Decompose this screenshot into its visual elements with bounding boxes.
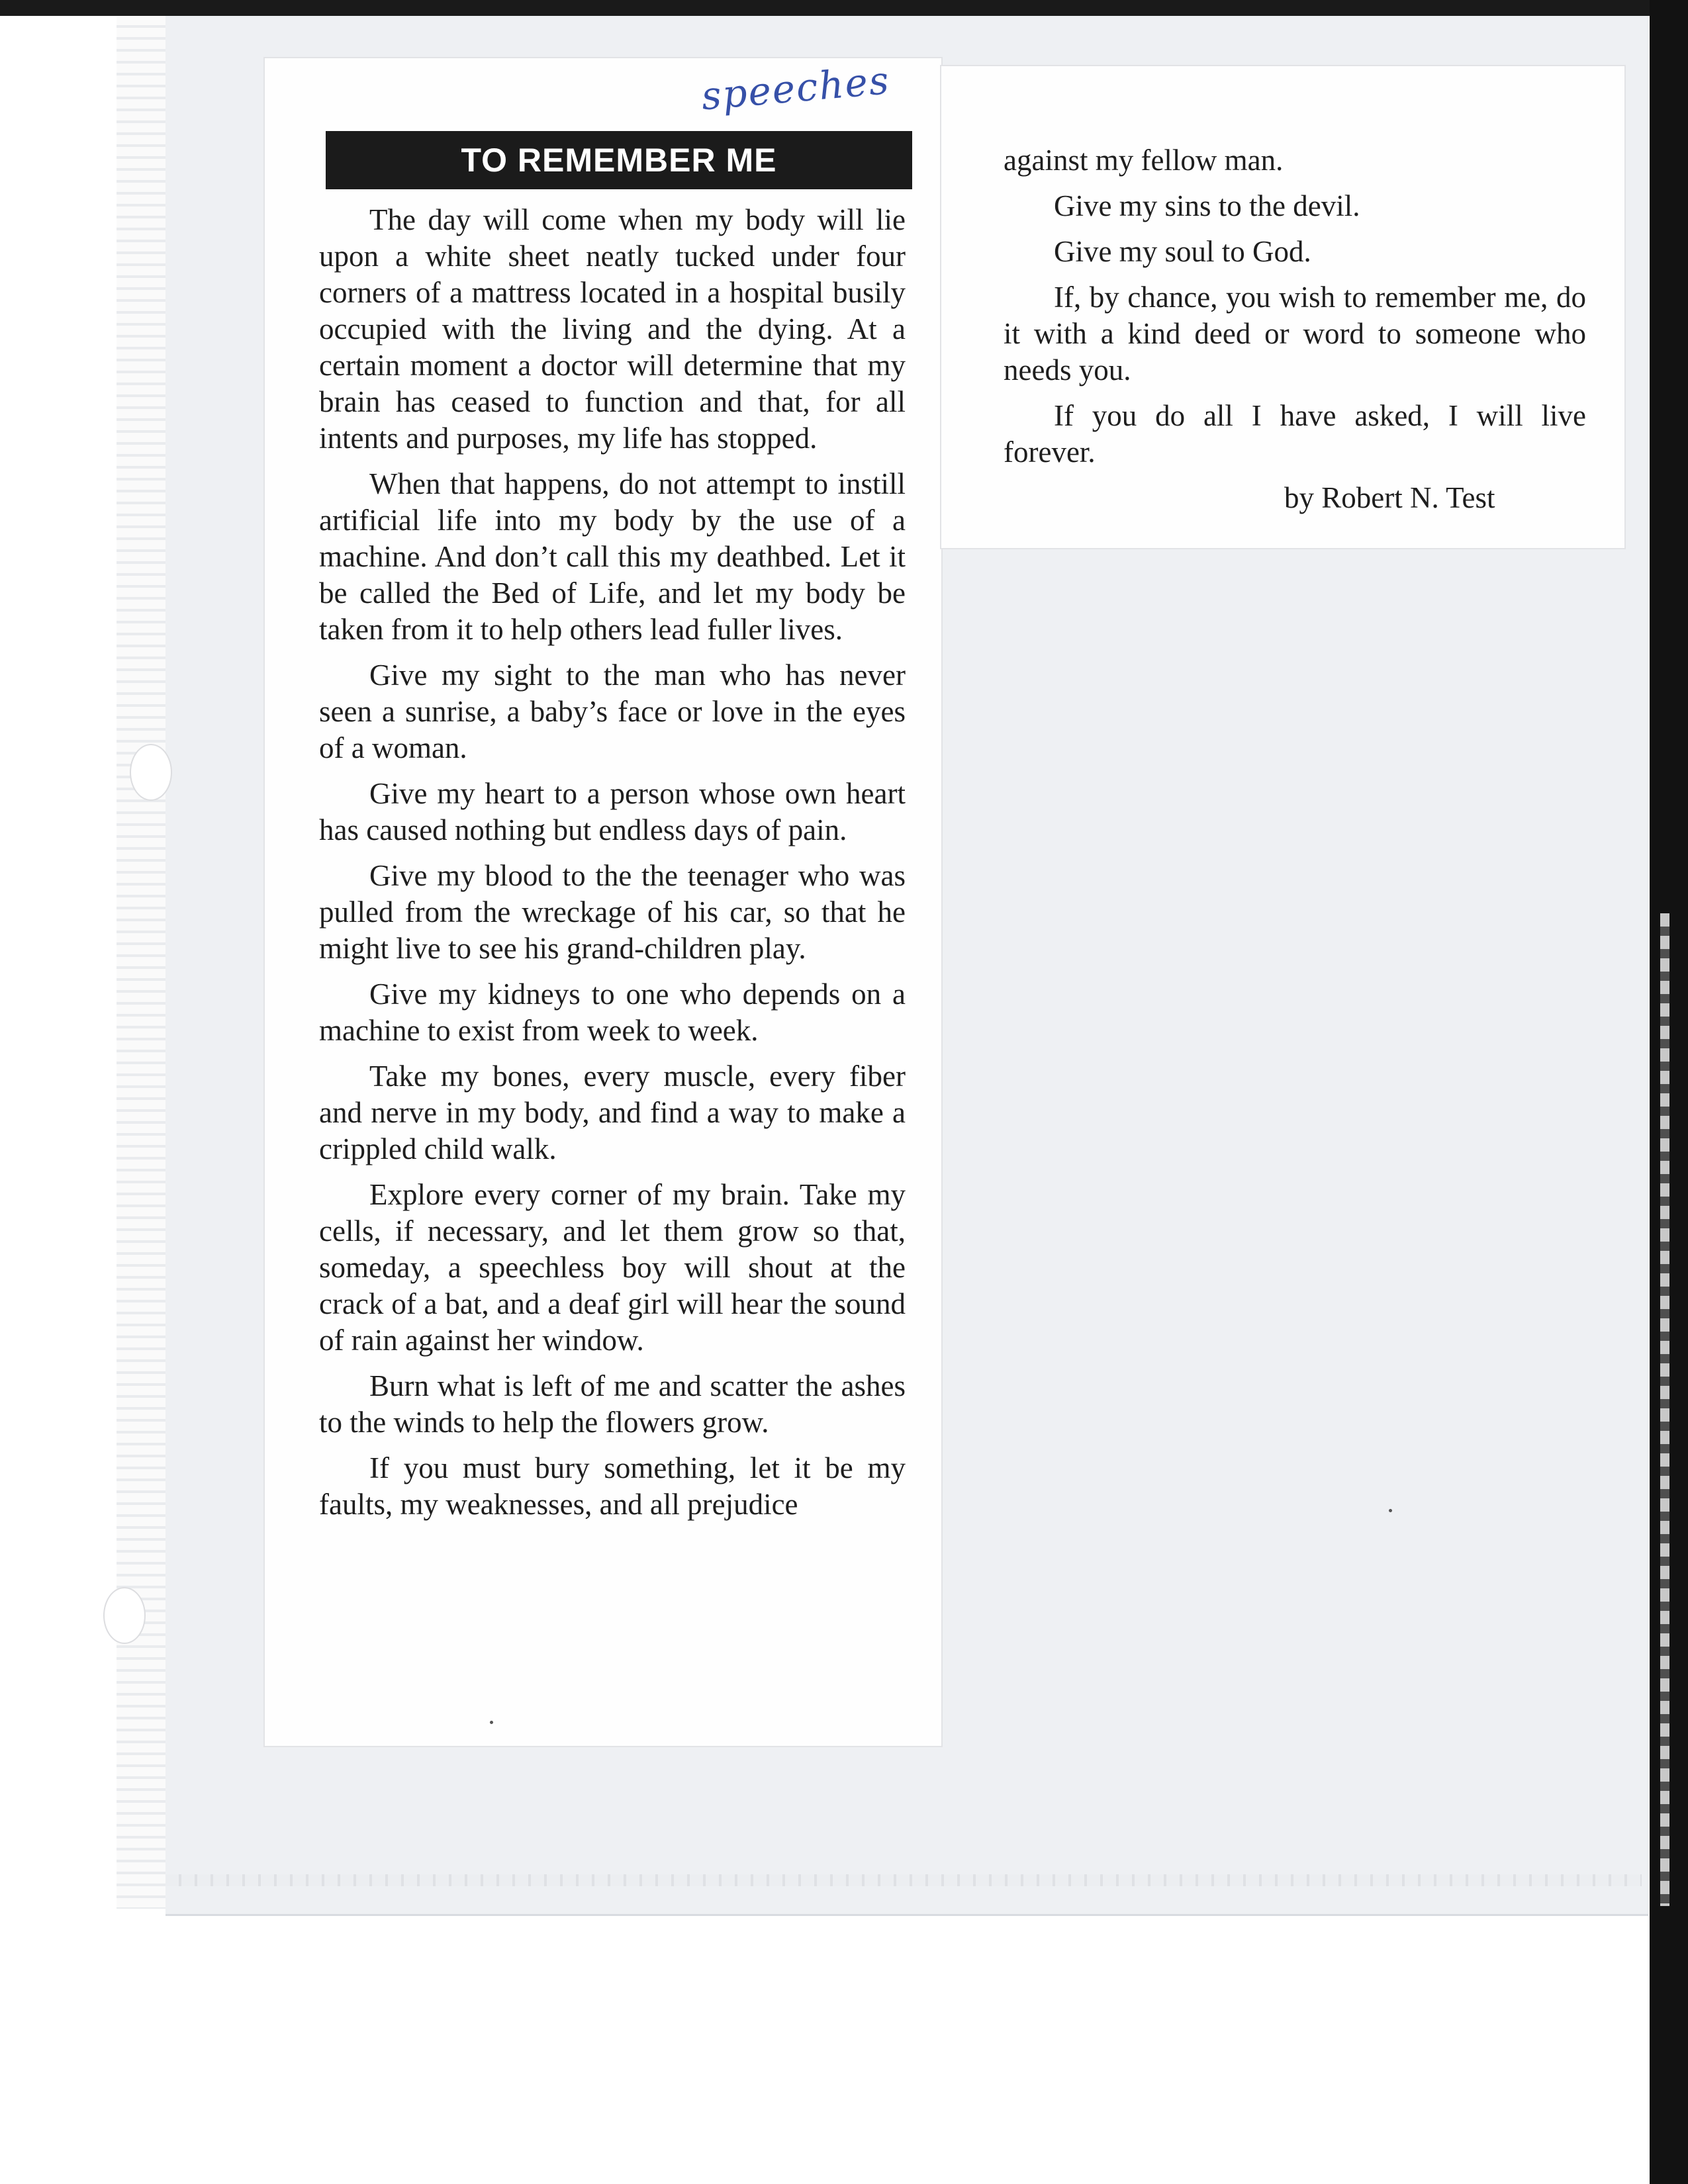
article-paragraph: Give my kidneys to one who depends on a machine to exist from week to week. [319,978,906,1047]
article-body-right [1004,142,1586,480]
dust-speck [490,1721,493,1724]
article-paragraph: If, by chance, you wish to remember me, do it with a kind deed or word to someone who needs you. [1004,281,1586,387]
article-paragraph: Give my heart to a person whose own heart has caused nothing but endless days of pain. [319,777,906,846]
article-paragraph: Give my soul to God. [1054,235,1311,268]
article-body-left [319,202,906,1532]
punch-hole-bottom [103,1587,146,1644]
dust-speck [1389,1509,1392,1512]
article-title: TO REMEMBER ME [326,131,912,189]
article-paragraph: Give my blood to the the teenager who was pulled from the wreckage of his car, so that he might live to see his grand-children play. [319,859,906,965]
article-paragraph: The day will come when my body will lie upon a white sheet neatly tucked under four corners of a mattress located in a hospital busily occupied with the living and the dying. At a certain moment a doctor will determine that my brain has ceased to function and that, for all intents and purposes, my life has stopped. [319,203,906,455]
punch-hole-top [130,744,172,801]
scanner-top-edge [0,0,1688,16]
article-paragraph: Give my sins to the devil. [1054,189,1360,222]
article-paragraph: Explore every corner of my brain. Take my cells, if necessary, and let them grow so that, someday, a speechless boy will shout at the crack of a bat, and a deaf girl will hear the sound of rain against her window. [319,1178,906,1357]
article-paragraph: When that happens, do not attempt to instill artificial life into my body by the use of a machine. And don’t call this my deathbed. Let it be called the Bed of Life, and let my body be taken from it to help others lead fuller lives. [319,467,906,646]
article-byline: by Robert N. Test [1284,481,1495,514]
binder-ring-reflection [1660,913,1669,1906]
article-paragraph: Take my bones, every muscle, every fiber and nerve in my body, and find a way to make a crippled child walk. [319,1060,906,1165]
article-paragraph: Give my sight to the man who has never seen a sunrise, a baby’s face or love in the eyes of a woman. [319,659,906,764]
article-paragraph: If you do all I have asked, I will live forever. [1004,399,1586,469]
article-paragraph: Burn what is left of me and scatter the ashes to the winds to help the flowers grow. [319,1369,906,1439]
article-continuation-line: against my fellow man. [1004,144,1284,177]
sleeve-bottom-edge [165,1874,1642,1886]
handwritten-note: speeches [699,57,892,119]
article-paragraph: If you must bury something, let it be my faults, my weaknesses, and all prejudice [319,1451,906,1521]
